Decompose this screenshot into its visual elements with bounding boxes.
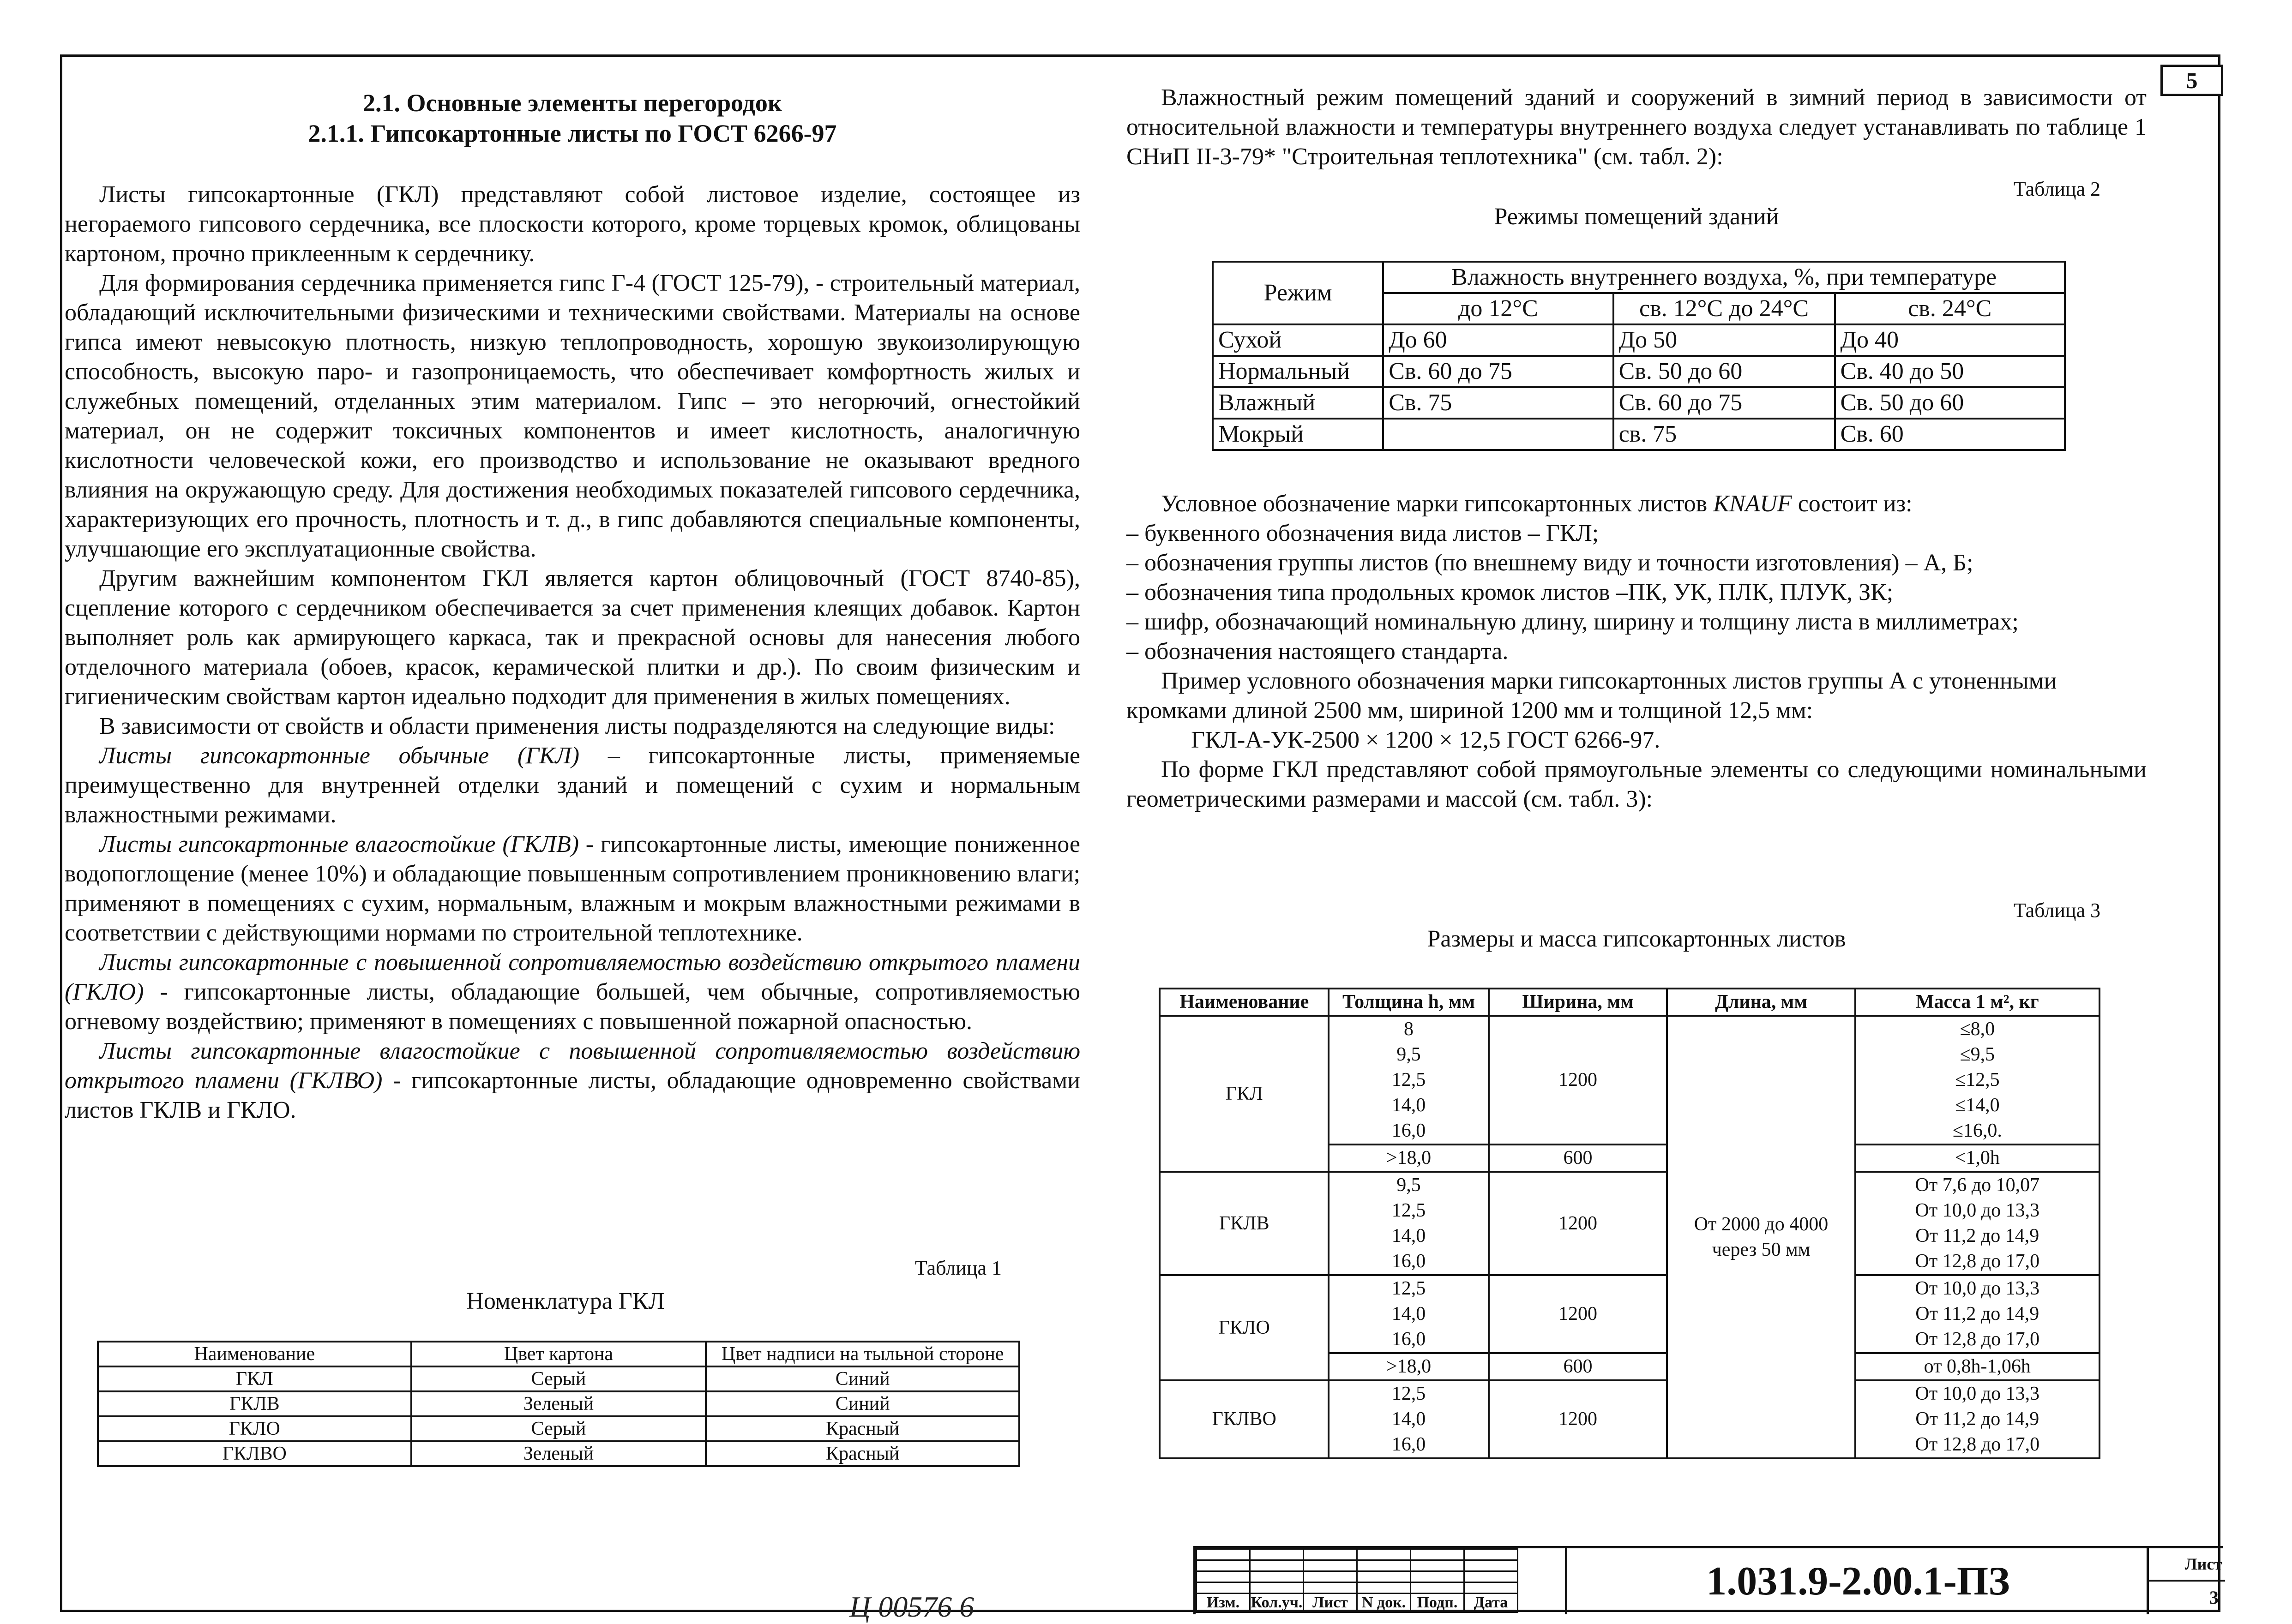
revision-label: Подп. [1411, 1594, 1464, 1612]
sheet-type: ГКЛО [1160, 1275, 1329, 1380]
table1-caption: Номенклатура ГКЛ [466, 1288, 665, 1314]
table-cell: Зеленый [411, 1391, 706, 1416]
paragraph [65, 741, 1080, 830]
table2-label: Таблица 2 [2013, 178, 2100, 200]
term-definition: - гипсокартонные листы, обладающие одновременно свойствами листов ГКЛВ и ГКЛО. [65, 1067, 1080, 1123]
table-cell: Мокрый [1213, 419, 1383, 450]
thickness-value: 14,0 [1391, 1303, 1426, 1324]
paragraph: кромками длиной 2500 мм, шириной 1200 мм и толщиной 12,5 мм: [1126, 697, 1813, 724]
table-header: до 12°С [1383, 293, 1613, 324]
mass-list [1855, 1275, 2099, 1353]
sheet-type: ГКЛ [1160, 1016, 1329, 1172]
paragraph [65, 948, 1080, 1037]
sheet-number: 5 [2160, 65, 2223, 96]
paragraph: Для формирования сердечника применяется гипс Г-4 (ГОСТ 125-79), - строительный материал, обладающий исключительными физическими и техническими свойствами. Материалы на основе гипса имеют невысокую плотность, низкую теплопроводность, хорошую звукоизолирующую способность, высокую паро- и газопроницаемость, что обеспечивает комфортность жилых и служебных помещений, отделанных этим материалом. Гипс – это негорючий, огнестойкий материал, он не содержит токсичных компонентов и имеет кислотность, аналогичную кислотности человеческой кожи, его производство и использование не оказывают вредного влияния на окружающую среду. Для достижения необходимых показателей гипсового сердечника, характеризующих его прочность, плотность и т. д., в гипс добавляются специальные компоненты, улучшающие его эксплуатационные свойства. [65, 270, 1080, 562]
table-cell: ГКЛО [98, 1416, 411, 1441]
paragraph: По форме ГКЛ представляют собой прямоугольные элементы со следующими номинальными геометрическими размерами и массой (см. табл. 3): [1126, 756, 2147, 812]
thickness-value: 16,0 [1391, 1251, 1426, 1272]
handwritten-inventory-number: Ц 00576 6 [849, 1590, 975, 1623]
thickness-value: 14,0 [1391, 1408, 1426, 1430]
table-cell: Красный [706, 1416, 1019, 1441]
mass-value: От 11,2 до 14,9 [1915, 1408, 2039, 1430]
text: Условное обозначение марки гипсокартонных листов [1161, 491, 1714, 517]
sheet-cell [2147, 1548, 2225, 1614]
mass-value: От 7,6 до 10,07 [1915, 1175, 2040, 1196]
title-block [1193, 1546, 2223, 1614]
mass-value: От 10,0 до 13,3 [1915, 1278, 2040, 1299]
list-item: – обозначения группы листов (по внешнему виду и точности изготовления) – А, Б; [1126, 550, 1973, 576]
mass-value: От 10,0 до 13,3 [1915, 1383, 2040, 1404]
mass-value: ≤9,5 [1960, 1044, 1995, 1065]
table3-label: Таблица 3 [2013, 899, 2100, 922]
term: Листы гипсокартонные обычные (ГКЛ) [99, 743, 580, 769]
mass-list [1855, 1016, 2099, 1145]
right-intro [1126, 83, 2147, 172]
table-header: Длина, мм [1667, 989, 1855, 1016]
section-heading: 2.1. Основные элементы перегородок [363, 89, 782, 117]
table-cell: До 60 [1383, 324, 1613, 356]
table-row [1213, 419, 2065, 450]
mass-value: ≤16,0. [1952, 1120, 2002, 1141]
length-value: От 2000 до 4000 через 50 мм [1667, 1016, 1855, 1458]
thickness-list [1329, 1172, 1488, 1275]
paragraph: Пример условного обозначения марки гипсокартонных листов группы А с утоненными [1161, 668, 2057, 694]
table-header: св. 24°С [1835, 293, 2065, 324]
term-definition: - гипсокартонные листы, обладающие большей, чем обычные, сопротивляемостью огневому воздействию; применяют в помещениях с повышенной пожарной опасностью. [65, 979, 1080, 1035]
table-sheet-sizes [1159, 988, 2100, 1459]
sheet-value: 3 [2209, 1587, 2219, 1608]
marking-section [1126, 489, 2147, 814]
list-item: – обозначения настоящего стандарта. [1126, 638, 1509, 665]
table-cell: Св. 50 до 60 [1835, 387, 2065, 419]
table-cell: Св. 60 [1835, 419, 2065, 450]
table-cell: Св. 60 до 75 [1613, 387, 1835, 419]
mass-list [1855, 1380, 2099, 1458]
thickness-list [1329, 1016, 1488, 1145]
table-header: Влажность внутреннего воздуха, %, при температуре [1383, 262, 2065, 293]
term-definition: – гипсокартонные листы, применяемые преимущественно для внутренней отделки зданий и помещений с сухим и нормальным влажностными режимами. [65, 743, 1080, 828]
paragraph: Листы гипсокартонные (ГКЛ) представляют собой листовое изделие, состоящее из негорaемого гипсового сердечника, все плоскости которого, кроме торцевых кромок, облицованы картоном, прочно приклеенным к сердечнику. [65, 181, 1080, 267]
table-cell: До 40 [1835, 324, 2065, 356]
thickness-value: 12,5 [1391, 1200, 1426, 1221]
table-cell: Влажный [1213, 387, 1383, 419]
table-cell: Св. 75 [1383, 387, 1613, 419]
mass-value: От 12,8 до 17,0 [1915, 1434, 2040, 1455]
sheet-label: Лист [2149, 1548, 2225, 1582]
table-cell: св. 75 [1613, 419, 1835, 450]
table-header: Наименование [98, 1342, 411, 1366]
width-value: 600 [1489, 1145, 1667, 1172]
left-column-text [65, 180, 1080, 1125]
thickness-value: 16,0 [1391, 1329, 1426, 1350]
mass-value: От 12,8 до 17,0 [1915, 1251, 2040, 1272]
list-item: – шифр, обозначающий номинальную длину, ширину и толщину листа в миллиметрах; [1126, 609, 2019, 635]
table-row [98, 1441, 1019, 1466]
thickness-list [1329, 1380, 1488, 1458]
term-definition: - гипсокартонные листы, имеющие пониженное водопоглощение (менее 10%) и обладающие повышенным сопротивлением проникновению влаги; применяют в помещениях с сухим, нормальным, влажным и мокрым влажностными режимами в соответствии с действующими нормами по строительной теплотехнике. [65, 831, 1080, 946]
table-cell: ГКЛ [98, 1366, 411, 1391]
mass-value: От 11,2 до 14,9 [1915, 1225, 2039, 1246]
table-header: Наименование [1160, 989, 1329, 1016]
thickness-value: 14,0 [1391, 1225, 1426, 1246]
brand-name: KNAUF [1713, 491, 1792, 517]
table-cell: До 50 [1613, 324, 1835, 356]
mass-value: ≤14,0 [1955, 1095, 2000, 1116]
table-cell: Синий [706, 1391, 1019, 1416]
table-header: Ширина, мм [1489, 989, 1667, 1016]
table-row [98, 1391, 1019, 1416]
width-value: 1200 [1489, 1016, 1667, 1145]
thickness-value: 9,5 [1396, 1175, 1421, 1196]
width-value: 600 [1489, 1353, 1667, 1380]
table-cell: ГКЛВО [98, 1441, 411, 1466]
table-cell: Красный [706, 1441, 1019, 1466]
width-value: 1200 [1489, 1172, 1667, 1275]
text: состоит из: [1792, 491, 1913, 517]
table-header: Режим [1213, 262, 1383, 324]
mass-value: от 0,8h-1,06h [1855, 1353, 2099, 1380]
table-cell: Св. 40 до 50 [1835, 356, 2065, 387]
revision-label: Лист [1304, 1594, 1357, 1612]
sheet-type: ГКЛВ [1160, 1172, 1329, 1275]
thickness-list [1329, 1275, 1488, 1353]
revision-grid [1196, 1548, 1518, 1613]
thickness-value: >18,0 [1329, 1145, 1488, 1172]
paragraph: Влажностный режим помещений зданий и сооружений в зимний период в зависимости от относительной влажности и температуры внутреннего воздуха следует устанавливать по таблице 1 СНиП II-3-79* "Строительная теплотехника" (см. табл. 2): [1126, 84, 2147, 170]
table-cell: Нормальный [1213, 356, 1383, 387]
table-row [98, 1366, 1019, 1391]
table-row [1160, 1275, 2099, 1353]
table-cell: Серый [411, 1416, 706, 1441]
table-cell: Св. 50 до 60 [1613, 356, 1835, 387]
table-cell: ГКЛВ [98, 1391, 411, 1416]
table-row [98, 1416, 1019, 1441]
marking-example: ГКЛ-А-УК-2500 × 1200 × 12,5 ГОСТ 6266-97. [1191, 727, 1660, 753]
table3-caption: Размеры и масса гипсокартонных листов [1427, 926, 1846, 952]
mass-list [1855, 1172, 2099, 1275]
table-cell: Серый [411, 1366, 706, 1391]
mass-value: ≤12,5 [1955, 1069, 2000, 1091]
mass-value: От 11,2 до 14,9 [1915, 1303, 2039, 1324]
width-value: 1200 [1489, 1275, 1667, 1353]
thickness-value: 12,5 [1391, 1278, 1426, 1299]
revision-label: Дата [1464, 1594, 1518, 1612]
table-row [1160, 1172, 2099, 1275]
term: Листы гипсокартонные с повышенной сопротивляемостью воздействию открытого пламени (ГКЛО) [65, 949, 1080, 1005]
table-row [1213, 356, 2065, 387]
table-header: Масса 1 м², кг [1855, 989, 2099, 1016]
table-header: Цвет надписи на тыльной стороне [706, 1342, 1019, 1366]
table-gkl-nomenclature [97, 1341, 1020, 1467]
paragraph [65, 830, 1080, 948]
table-row [1160, 1016, 2099, 1145]
width-value: 1200 [1489, 1380, 1667, 1458]
thickness-value: 14,0 [1391, 1095, 1426, 1116]
thickness-value: 12,5 [1391, 1069, 1426, 1091]
paragraph [1126, 489, 2147, 519]
table-cell: Св. 60 до 75 [1383, 356, 1613, 387]
mass-value: ≤8,0 [1960, 1019, 1995, 1040]
table-row [1160, 1380, 2099, 1458]
list-item: – буквенного обозначения вида листов – ГКЛ; [1126, 520, 1599, 546]
thickness-value: 16,0 [1391, 1434, 1426, 1455]
revision-label: Кол.уч. [1250, 1594, 1304, 1612]
table-cell: Зеленый [411, 1441, 706, 1466]
paragraph [65, 1037, 1080, 1125]
table-room-modes [1212, 261, 2066, 451]
table-cell [1383, 419, 1613, 450]
table2-caption: Режимы помещений зданий [1494, 204, 1779, 230]
paragraph: В зависимости от свойств и области применения листы подразделяются на следующие виды: [99, 713, 1055, 739]
mass-value: От 12,8 до 17,0 [1915, 1329, 2040, 1350]
paragraph: Другим важнейшим компонентом ГКЛ является картон облицовочный (ГОСТ 8740-85), сцепление которого с сердечником обеспечивается за счет применения клеящих добавок. Картон выполняет роль как армирующего каркаса, так и прекрасной основы для нанесения любого отделочного материала (обоев, красок, керамической плитки и др.). По своим физическим и гигиеническим свойствам картон идеально подходит для применения в жилых помещениях. [65, 565, 1080, 710]
thickness-value: 9,5 [1396, 1044, 1421, 1065]
revision-label: Изм. [1197, 1594, 1250, 1612]
mass-value: От 10,0 до 13,3 [1915, 1200, 2040, 1221]
table-header: Цвет картона [411, 1342, 706, 1366]
thickness-value: >18,0 [1329, 1353, 1488, 1380]
table-row [1213, 387, 2065, 419]
subsection-heading: 2.1.1. Гипсокартонные листы по ГОСТ 6266-97 [308, 120, 837, 147]
table-cell: Сухой [1213, 324, 1383, 356]
revision-label: N док. [1357, 1594, 1411, 1612]
term: Листы гипсокартонные влагостойкие с повышенной сопротивляемостью воздействию открытого пламени (ГКЛВО) [65, 1038, 1080, 1094]
table-cell: Синий [706, 1366, 1019, 1391]
document-code: 1.031.9-2.00.1-ПЗ [1565, 1548, 2149, 1614]
thickness-value: 8 [1404, 1019, 1414, 1040]
term: Листы гипсокартонные влагостойкие (ГКЛВ) [99, 831, 579, 857]
table-header: Толщина h, мм [1329, 989, 1488, 1016]
table-header: св. 12°С до 24°С [1613, 293, 1835, 324]
table-row [1213, 324, 2065, 356]
thickness-value: 12,5 [1391, 1383, 1426, 1404]
mass-value: <1,0h [1855, 1145, 2099, 1172]
table1-label: Таблица 1 [914, 1257, 1002, 1279]
list-item: – обозначения типа продольных кромок листов –ПК, УК, ПЛК, ПЛУК, ЗК; [1126, 579, 1894, 605]
thickness-value: 16,0 [1391, 1120, 1426, 1141]
sheet-type: ГКЛВО [1160, 1380, 1329, 1458]
